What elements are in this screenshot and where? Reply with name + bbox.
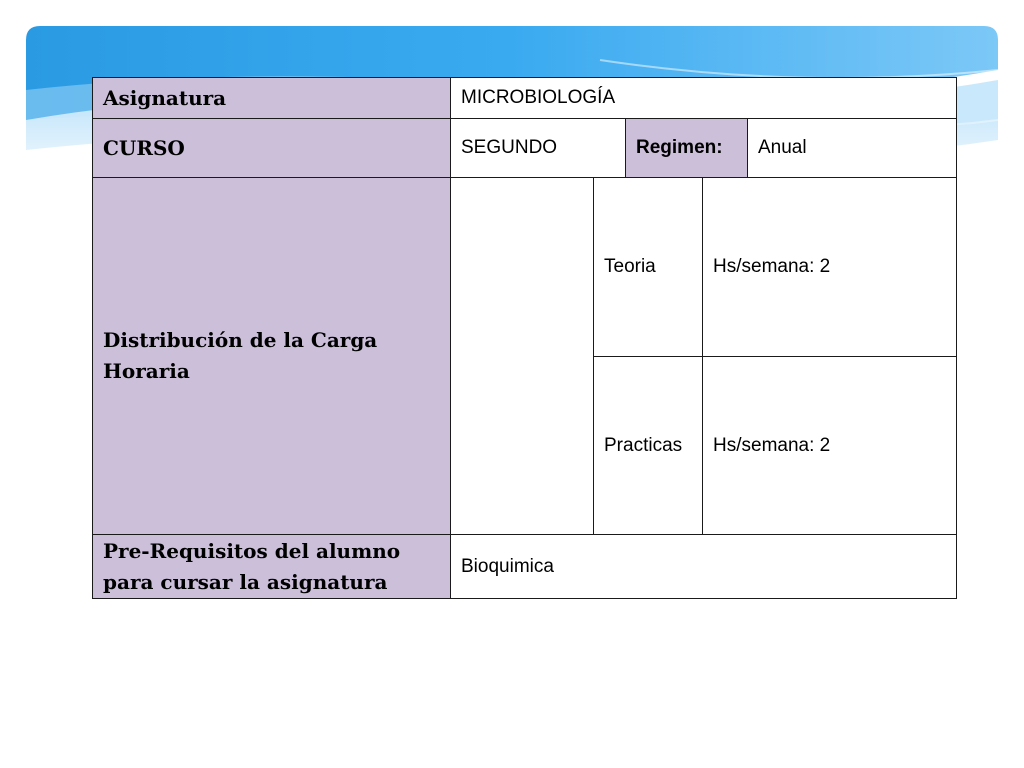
asignatura-label-text: Asignatura [103,85,227,110]
practicas-label [593,356,703,535]
carga-label [92,177,451,535]
teoria-value-text: Hs/semana: 2 [713,256,831,277]
teoria-value [702,177,957,357]
teoria-label-text: Teoria [604,256,656,277]
regimen-label [625,118,748,178]
curso-label [92,118,451,178]
prerequisitos-value-text: Bioquimica [461,555,554,577]
regimen-label-text: Regimen: [636,137,723,158]
teoria-label [593,177,703,357]
carga-empty-cell [450,177,594,535]
practicas-value-text: Hs/semana: 2 [713,434,831,456]
prerequisitos-label [92,534,451,599]
curso-label-text: CURSO [103,135,185,160]
prerequisitos-value [450,534,957,599]
prerequisitos-label-text: Pre-Requisitos del alumno para cursar la asignatura [103,538,401,594]
curso-value-text: SEGUNDO [461,137,558,158]
regimen-value-text: Anual [758,137,807,158]
asignatura-value-text: MICROBIOLOGÍA [461,87,616,108]
carga-label-text: Distribución de la Carga Horaria [103,328,378,383]
regimen-value [747,118,957,178]
asignatura-value [450,77,957,119]
practicas-value [702,356,957,535]
asignatura-label [92,77,451,119]
curso-value [450,118,626,178]
practicas-label-text: Practicas [604,434,683,456]
